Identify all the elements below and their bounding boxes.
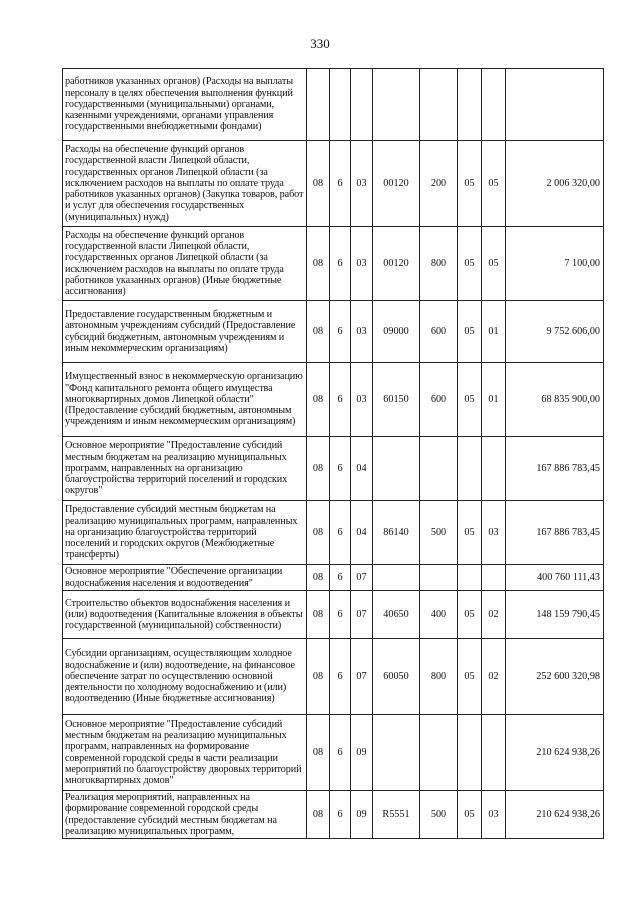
col-subsection: 03 [482,501,506,565]
col-subsection: 02 [482,639,506,715]
col-main-event-code: 09 [351,715,373,791]
col-subprogram-code [330,69,351,141]
col-section [458,437,482,501]
col-main-event-code: 03 [351,363,373,437]
row-amount: 148 159 790,45 [506,591,604,639]
col-main-event-code: 03 [351,227,373,301]
col-expense-type: 800 [420,639,458,715]
col-program-code: 08 [307,437,330,501]
table-row [63,715,604,791]
col-subsection [482,437,506,501]
table-row [63,69,604,141]
table-row [63,639,604,715]
row-description: Субсидии организациям, осуществляющим холодное водоснабжение и (или) водоотведение, на финансовое обеспечение затрат по осуществлению основной деятельности по холодному водоснабжению и (или) водоотведению (Иные бюджетные ассигнования) [63,639,307,715]
col-section: 05 [458,639,482,715]
col-subsection: 02 [482,591,506,639]
row-amount: 2 006 320,00 [506,141,604,227]
col-section: 05 [458,791,482,839]
col-subprogram-code: 6 [330,791,351,839]
col-subprogram-code: 6 [330,141,351,227]
col-expense-type: 800 [420,227,458,301]
col-direction-code: R5551 [373,791,420,839]
col-expense-type: 600 [420,363,458,437]
row-description: Основное мероприятие "Обеспечение организации водоснабжения населения и водоотведения" [63,565,307,591]
col-direction-code [373,715,420,791]
col-expense-type: 200 [420,141,458,227]
col-expense-type [420,437,458,501]
col-direction-code [373,437,420,501]
row-amount: 400 760 111,43 [506,565,604,591]
col-main-event-code: 07 [351,591,373,639]
col-subsection [482,565,506,591]
col-direction-code [373,69,420,141]
col-subprogram-code: 6 [330,227,351,301]
col-program-code: 08 [307,639,330,715]
table-row [63,501,604,565]
col-program-code: 08 [307,501,330,565]
table-row [63,141,604,227]
row-amount: 7 100,00 [506,227,604,301]
col-section [458,69,482,141]
table-body [63,69,604,839]
col-section: 05 [458,591,482,639]
col-section [458,565,482,591]
col-program-code: 08 [307,565,330,591]
page-number: 330 [310,36,330,51]
row-amount: 210 624 938,26 [506,791,604,839]
col-direction-code: 86140 [373,501,420,565]
col-section: 05 [458,501,482,565]
row-amount: 167 886 783,45 [506,501,604,565]
col-subprogram-code: 6 [330,437,351,501]
row-description: Реализация мероприятий, направленных на формирование современной городской среды (предоставление субсидий местным бюджетам на реализацию муниципальных программ, [63,791,307,839]
col-section [458,715,482,791]
table-row [63,565,604,591]
col-program-code: 08 [307,227,330,301]
col-section: 05 [458,363,482,437]
row-description: Основное мероприятие "Предоставление субсидий местным бюджетам на реализацию муниципальных программ, направленных на организацию благоустройства территорий поселений и городских округов" [63,437,307,501]
col-direction-code: 60150 [373,363,420,437]
col-subsection [482,69,506,141]
table-row [63,227,604,301]
table-row [63,437,604,501]
table-row [63,591,604,639]
row-amount: 210 624 938,26 [506,715,604,791]
col-section: 05 [458,141,482,227]
col-subsection [482,715,506,791]
row-description: Расходы на обеспечение функций органов государственной власти Липецкой области, государственных органов Липецкой области (за исключением расходов на выплаты по оплате труда работников указанных органов) (Иные бюджетные ассигнования) [63,227,307,301]
col-main-event-code: 03 [351,301,373,363]
row-description: Имущественный взнос в некоммерческую организацию "Фонд капитального ремонта общего имущества многоквартирных домов Липецкой области" (Предоставление субсидий бюджетным, автономным учреждениям и иным некоммерческим организациям) [63,363,307,437]
table-row [63,791,604,839]
col-direction-code: 40650 [373,591,420,639]
col-subsection: 05 [482,141,506,227]
col-direction-code: 00120 [373,227,420,301]
col-subsection: 01 [482,363,506,437]
col-program-code: 08 [307,363,330,437]
col-subprogram-code: 6 [330,301,351,363]
col-main-event-code: 03 [351,141,373,227]
row-amount: 68 835 900,00 [506,363,604,437]
col-program-code: 08 [307,301,330,363]
col-main-event-code: 07 [351,565,373,591]
col-direction-code: 09000 [373,301,420,363]
col-subsection: 05 [482,227,506,301]
col-main-event-code: 07 [351,639,373,715]
row-amount: 9 752 606,00 [506,301,604,363]
col-expense-type [420,565,458,591]
col-subprogram-code: 6 [330,501,351,565]
col-program-code: 08 [307,715,330,791]
row-amount: 167 886 783,45 [506,437,604,501]
col-section: 05 [458,227,482,301]
col-subprogram-code: 6 [330,363,351,437]
col-program-code: 08 [307,791,330,839]
col-subsection: 01 [482,301,506,363]
col-subprogram-code: 6 [330,715,351,791]
col-expense-type: 400 [420,591,458,639]
col-program-code: 08 [307,141,330,227]
col-expense-type: 600 [420,301,458,363]
table-row [63,363,604,437]
col-subsection: 03 [482,791,506,839]
col-program-code: 08 [307,591,330,639]
row-amount: 252 600 320,98 [506,639,604,715]
col-subprogram-code: 6 [330,565,351,591]
col-expense-type [420,715,458,791]
col-subprogram-code: 6 [330,591,351,639]
row-description: Предоставление государственным бюджетным и автономным учреждениям субсидий (Предоставление субсидий бюджетным, автономным учреждениям и иным некоммерческим организациям) [63,301,307,363]
col-main-event-code: 04 [351,437,373,501]
row-description: работников указанных органов) (Расходы на выплаты персоналу в целях обеспечения выполнения функций государственными (муниципальными) органами, казенными учреждениями, органами управления государственными внебюджетными фондами) [63,69,307,141]
col-main-event-code [351,69,373,141]
col-subprogram-code: 6 [330,639,351,715]
col-main-event-code: 09 [351,791,373,839]
col-direction-code [373,565,420,591]
row-description: Предоставление субсидий местным бюджетам на реализацию муниципальных программ, направленных на организацию благоустройства территорий поселений и городских округов (Межбюджетные трансферты) [63,501,307,565]
col-program-code [307,69,330,141]
col-section: 05 [458,301,482,363]
table-row [63,301,604,363]
row-description: Расходы на обеспечение функций органов государственной власти Липецкой области, государственных органов Липецкой области (за исключением расходов на выплаты по оплате труда работников указанных органов) (Закупка товаров, работ и услуг для обеспечения государственных (муниципальных) нужд) [63,141,307,227]
col-expense-type: 500 [420,501,458,565]
row-amount [506,69,604,141]
row-description: Основное мероприятие "Предоставление субсидий местным бюджетам на реализацию муниципальных программ, направленных на формирование современной городской среды в части реализации мероприятий по благоустройству дворовых территорий многоквартирных домов" [63,715,307,791]
budget-table [62,68,604,839]
col-expense-type: 500 [420,791,458,839]
col-expense-type [420,69,458,141]
col-direction-code: 60050 [373,639,420,715]
row-description: Строительство объектов водоснабжения населения и (или) водоотведения (Капитальные вложения в объекты государственной (муниципальной) собственности) [63,591,307,639]
col-main-event-code: 04 [351,501,373,565]
col-direction-code: 00120 [373,141,420,227]
